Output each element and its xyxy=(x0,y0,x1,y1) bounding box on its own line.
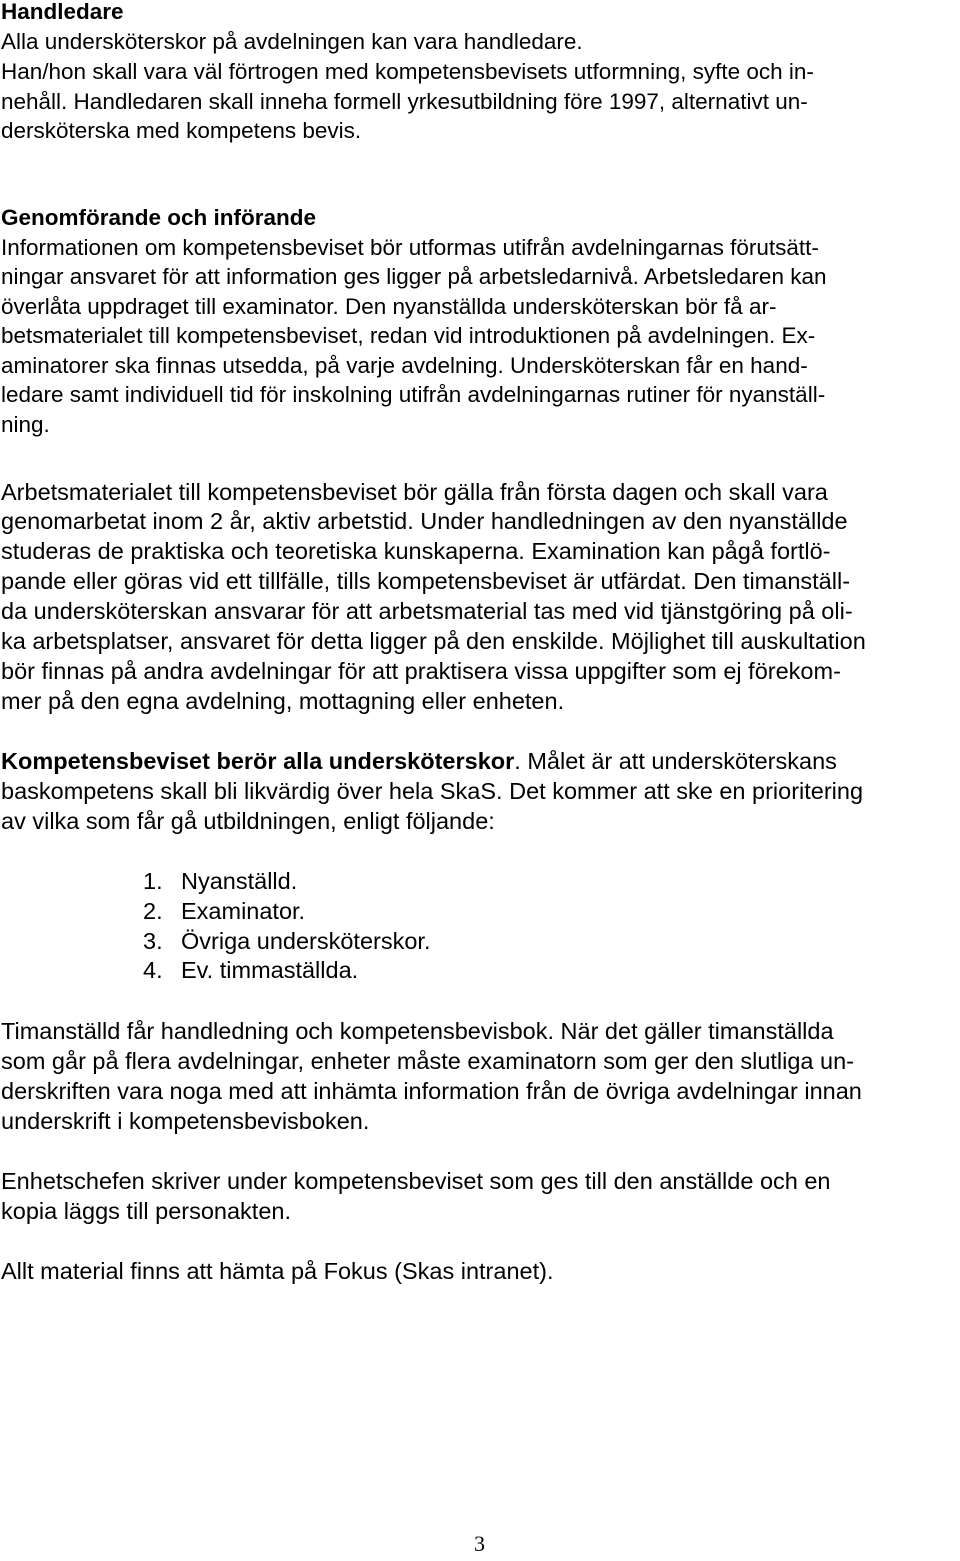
paragraph-line: som går på flera avdelningar, enheter måste examinatorn som ger den slutliga un- xyxy=(1,1048,854,1074)
paragraph-line: Han/hon skall vara väl förtrogen med kompetensbevisets utformning, syfte och in- xyxy=(1,59,814,84)
paragraph-line: da undersköterskan ansvarar för att arbetsmaterial tas med vid tjänstgöring på oli- xyxy=(1,598,853,624)
paragraph-line: bör finnas på andra avdelningar för att praktisera vissa uppgifter som ej förekom- xyxy=(1,658,841,684)
paragraph-line: derskriften vara noga med att inhämta information från de övriga avdelningar innan xyxy=(1,1078,862,1104)
list-text: Nyanställd. xyxy=(181,868,298,894)
list-item xyxy=(143,955,358,985)
list-text: Examinator. xyxy=(181,898,306,924)
list-number: 2. xyxy=(143,898,163,924)
heading-genomforande: Genomförande och införande xyxy=(1,205,317,230)
paragraph-line: ka arbetsplatser, ansvaret för detta ligger på den enskilde. Möjlighet till auskultation xyxy=(1,628,866,654)
paragraph-line: betsmaterialet till kompetensbeviset, redan vid introduktionen på avdelningen. Ex- xyxy=(1,323,816,348)
paragraph-line: nehåll. Handledaren skall inneha formell yrkesutbildning före 1997, alternativt un- xyxy=(1,89,808,114)
paragraph-line: kopia läggs till personakten. xyxy=(1,1198,292,1224)
paragraph-line: överlåta uppdraget till examinator. Den nyanställda undersköterskan bör få ar- xyxy=(1,294,777,319)
paragraph-line: ningar ansvaret för att information ges ligger på arbetsledarnivå. Arbetsledaren kan xyxy=(1,264,827,289)
paragraph-line: ning. xyxy=(1,412,50,437)
paragraph-line: mer på den egna avdelning, mottagning eller enheten. xyxy=(1,688,565,714)
paragraph-line: baskompetens skall bli likvärdig över hela SkaS. Det kommer att ske en prioritering xyxy=(1,778,864,804)
paragraph-line: ledare samt individuell tid för inskolning utifrån avdelningarnas rutiner för nyanställ- xyxy=(1,382,826,407)
paragraph-line: underskrift i kompetensbevisboken. xyxy=(1,1108,370,1134)
paragraph-line: Informationen om kompetensbeviset bör utformas utifrån avdelningarnas förutsätt- xyxy=(1,235,819,260)
list-number: 4. xyxy=(143,957,163,983)
paragraph-line: Allt material finns att hämta på Fokus (Skas intranet). xyxy=(1,1258,554,1284)
paragraph-line: av vilka som får gå utbildningen, enligt följande: xyxy=(1,808,495,834)
paragraph-line: pande eller göras vid ett tillfälle, tills kompetensbeviset är utfärdat. Den timanställ- xyxy=(1,568,851,594)
bold-lead: Kompetensbeviset berör alla undersköterskor xyxy=(1,748,515,774)
paragraph-line: dersköterska med kompetens bevis. xyxy=(1,118,362,143)
list-text: Övriga undersköterskor. xyxy=(181,928,431,954)
list-item xyxy=(143,896,305,926)
paragraph-line: studeras de praktiska och teoretiska kunskaperna. Examination kan pågå fortlö- xyxy=(1,538,831,564)
page-number: 3 xyxy=(474,1531,485,1556)
paragraph-line: Arbetsmaterialet till kompetensbeviset bör gälla från första dagen och skall vara xyxy=(1,479,828,505)
list-text: Ev. timmaställda. xyxy=(181,957,359,983)
paragraph-line: aminatorer ska finnas utsedda, på varje avdelning. Undersköterskan får en hand- xyxy=(1,353,808,378)
list-item xyxy=(143,926,430,956)
paragraph-line: genomarbetat inom 2 år, aktiv arbetstid. Under handledningen av den nyanställde xyxy=(1,508,848,534)
paragraph-line xyxy=(1,746,837,776)
lead-rest: . Målet är att undersköterskans xyxy=(514,748,837,774)
paragraph-line: Enhetschefen skriver under kompetensbeviset som ges till den anställde och en xyxy=(1,1168,831,1194)
list-number: 1. xyxy=(143,868,163,894)
list-number: 3. xyxy=(143,928,163,954)
heading-handledare: Handledare xyxy=(1,0,124,24)
paragraph-line: Alla undersköterskor på avdelningen kan vara handledare. xyxy=(1,29,583,54)
list-item xyxy=(143,866,297,896)
paragraph-line: Timanställd får handledning och kompetensbevisbok. När det gäller timanställda xyxy=(1,1018,834,1044)
